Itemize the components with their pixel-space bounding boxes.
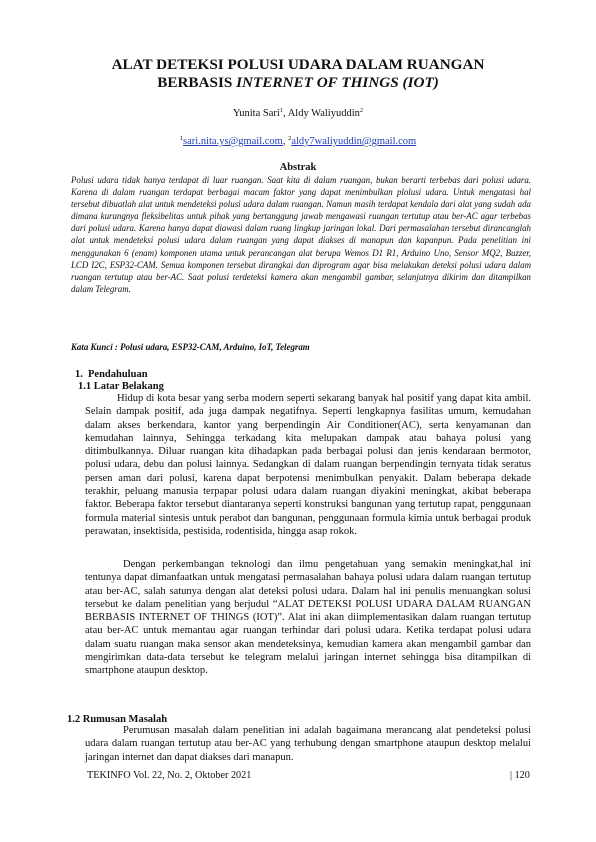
title-line-1: ALAT DETEKSI POLUSI UDARA DALAM RUANGAN: [111, 56, 485, 73]
author-list: [60, 107, 536, 119]
abstract-heading: Abstrak: [279, 162, 317, 173]
paragraph-background-2: Dengan perkembangan teknologi dan ilmu pengetahuan yang semakin meningkat,hal ini tentunya dapat dimanfaatkan untuk mengatasi permasalahan bahaya polusi udara dalam ruangan tertutup atau ber-AC, salah satunya dengan alat deteksi polusi udara. Dalam hal ini penulis menuangkan solusi tersebut ke dalam penelitian yang berjudul “ALAT DETEKSI POLUSI UDARA DALAM RUANGAN BERBASIS INTERNET OF THINGS (IOT)”. Alat ini akan diimplementasikan dalam ruangan tertutup atau ber-AC untuk memantau agar ruangan terhindar dari polusi udara. Ketika terdapat polusi udara dalam suatu ruangan maka sensor akan mendeteksinya, kemudian kamera akan mengambil gambar dan mengirimkan data-data tersebut ke telegram melalui jaringan internet sehingga bisa ditampilkan di smartphone ataupun desktop.: [85, 559, 531, 677]
author-emails: [60, 135, 536, 147]
title-line-2-italic: INTERNET OF THINGS (IOT): [236, 74, 439, 91]
email-2-marker: 2: [288, 135, 292, 142]
email-link-1[interactable]: sari.nita.ys@gmail.com: [183, 136, 283, 147]
author-2-affiliation: 2: [359, 107, 364, 114]
title-line-2: [60, 74, 536, 92]
paragraph-background-1: Hidup di kota besar yang serba modern seperti sekarang banyak hal positif yang dapat kita ambil. Selain dampak positif, ada juga dampak negatifnya. Seperti lengkapnya fasilitas umum, kemudahan dalam akses berkendara, kantor yang berpendingin Air Conditioner(AC), serta kenyamanan dan kemudahan lainnya, Sehingga terkadang kita melupakan dampak atau bahaya polusi yang ditimbulkannya. Diluar ruangan kita dihadapkan pada berbagai polusi dan jenis kendaraan bermotor, polusi udara, debu dan polusi lainnya. Sedangkan di dalam ruangan berpendingin ternyata tidak seratus persen aman dari polusi, karena dapat berpotensi menimbulkan penyakit. Dalam beberapa dekade terakhir, peluang manusia terpapar polusi udara dalam ruangan diyakini meningkat, akibat beberapa faktor. Beberapa faktor tersebut diantaranya seperti konstruksi bangunan yang tertutup rapat, penggunaan formula material sintesis untuk perabot dan bangunan, penggunaan formula kimia untuk berbagai produk perawatan, insektisida, pestisida, rodentisida, hingga asap rokok.: [85, 393, 531, 537]
email-1-marker: 1: [179, 135, 184, 142]
section-title: Pendahuluan: [88, 369, 148, 380]
subsection-heading-background: 1.1 Latar Belakang: [78, 381, 164, 392]
email-separator: ,: [282, 136, 289, 147]
subsection-heading-problem: 1.2 Rumusan Masalah: [67, 714, 168, 725]
footer-journal: TEKINFO Vol. 22, No. 2, Oktober 2021: [87, 770, 252, 781]
keywords: Kata Kunci : Polusi udara, ESP32-CAM, Arduino, IoT, Telegram: [71, 342, 310, 352]
abstract-text: Polusi udara tidak hanya terdapat di luar ruangan. Saat kita di dalam ruangan, bukan berarti terbebas dari polusi udara. Karena di dalam ruangan terdapat berbagai macam faktor yang dapat menimbulkan plolusi udara. Untuk mengatasi hal tersebut dibuatlah alat untuk mendeteksi polusi udara dalam ruangan. Namun masih terdapat kendala dari alat yang sudah ada dimana kurangnya fleksibelitas untuk pihak yang bertanggung jawab mengawasi ruangan tertutup atau ber-AC agar terbebas dari polusi udara. Karena hanya dapat diawasi dalam ruang lingkup jaringan lokal. Dari permasalahan tersebut dirancanglah alat untuk mendeteksi polusi udara dalam ruangan yang dapat diakses di manapun dan kapanpun. Pada penelitian ini menggunakan 6 (enam) komponen utama untuk perancangan alat berupa Wemos D1 R1, Arduino Uno, Sensor MQ2, Buzzer, LCD I2C, ESP32-CAM. Semua komponen tersebut dirangkai dan diprogram agar bisa melakukan deteksi polusi udara dalam ruangan tertutup atau ber-AC. Saat polusi terdeteksi kamera akan mengambil gambar, selanjutnya dikirim dan ditampilkan dalam Telegram.: [71, 175, 531, 294]
paper-title: [60, 56, 536, 92]
title-line-2-plain: BERBASIS: [157, 74, 237, 91]
section-heading-introduction: [75, 369, 148, 380]
email-link-2[interactable]: aldy7waliyuddin@gmail.com: [291, 136, 417, 147]
author-2: Aldy Waliyuddin: [287, 108, 360, 119]
author-1: Yunita Sari: [232, 108, 280, 119]
author-1-affiliation: 1: [279, 107, 284, 114]
footer-page-number: | 120: [510, 770, 530, 781]
author-separator: ,: [283, 108, 288, 119]
paragraph-problem: Perumusan masalah dalam penelitian ini adalah bagaimana merancang alat pendeteksi polusi udara dalam ruangan tertutup atau ber-AC yang terhubung dengan smartphone ataupun desktop melalui jaringan internet dan dapat diakses dari manapun.: [85, 725, 531, 763]
section-number: 1.: [75, 369, 83, 380]
